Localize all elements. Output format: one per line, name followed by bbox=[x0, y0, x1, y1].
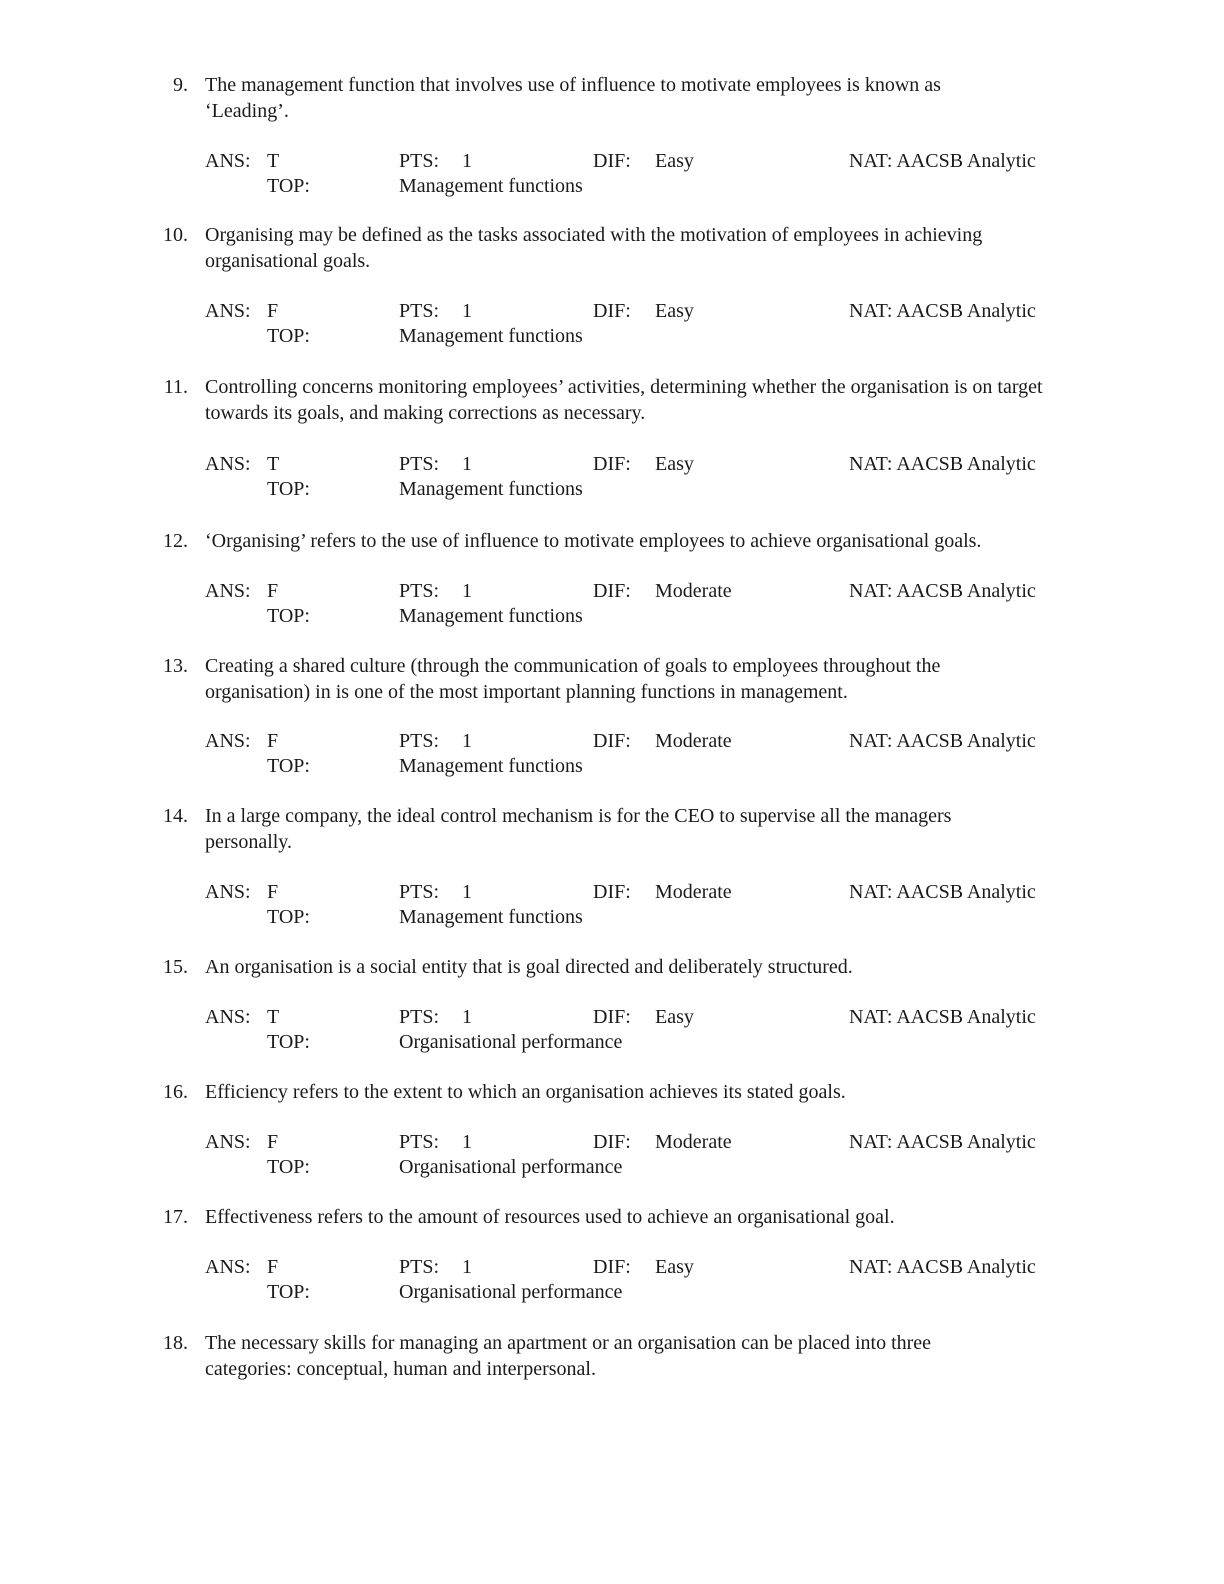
pts-value: 1 bbox=[462, 453, 472, 475]
pts-label: PTS: bbox=[399, 150, 440, 172]
ans-value: F bbox=[267, 1256, 279, 1278]
pts-value: 1 bbox=[462, 1131, 472, 1153]
top-value: Management functions bbox=[399, 478, 583, 500]
question-number: 10. bbox=[163, 224, 188, 246]
ans-label: ANS: bbox=[205, 150, 251, 172]
question-text: In a large company, the ideal control mechanism is for the CEO to supervise all the managers personally. bbox=[205, 805, 952, 853]
dif-label: DIF: bbox=[593, 881, 631, 903]
top-label: TOP: bbox=[267, 755, 310, 777]
top-label: TOP: bbox=[267, 1156, 310, 1178]
question-text: ‘Organising’ refers to the use of influence to motivate employees to achieve organisational goals. bbox=[205, 530, 982, 552]
pts-value: 1 bbox=[462, 580, 472, 602]
question-text: The necessary skills for managing an apartment or an organisation can be placed into three categories: conceptual, human and interpersonal. bbox=[205, 1332, 932, 1380]
dif-label: DIF: bbox=[593, 300, 631, 322]
ans-value: T bbox=[267, 150, 280, 172]
ans-label: ANS: bbox=[205, 1006, 251, 1028]
ans-label: ANS: bbox=[205, 1256, 251, 1278]
nat-value: NAT: AACSB Analytic bbox=[849, 881, 1036, 903]
ans-value: T bbox=[267, 1006, 280, 1028]
pts-value: 1 bbox=[462, 300, 472, 322]
dif-label: DIF: bbox=[593, 580, 631, 602]
top-value: Management functions bbox=[399, 325, 583, 347]
dif-value: Moderate bbox=[655, 730, 732, 752]
question-number: 17. bbox=[163, 1206, 188, 1228]
top-label: TOP: bbox=[267, 325, 310, 347]
nat-value: NAT: AACSB Analytic bbox=[849, 730, 1036, 752]
top-label: TOP: bbox=[267, 478, 310, 500]
nat-value: NAT: AACSB Analytic bbox=[849, 453, 1036, 475]
dif-value: Easy bbox=[655, 453, 694, 475]
nat-value: NAT: AACSB Analytic bbox=[849, 1006, 1036, 1028]
top-label: TOP: bbox=[267, 1281, 310, 1303]
nat-value: NAT: AACSB Analytic bbox=[849, 1131, 1036, 1153]
nat-value: NAT: AACSB Analytic bbox=[849, 1256, 1036, 1278]
dif-label: DIF: bbox=[593, 730, 631, 752]
dif-value: Easy bbox=[655, 1256, 694, 1278]
dif-label: DIF: bbox=[593, 453, 631, 475]
pts-label: PTS: bbox=[399, 300, 440, 322]
top-value: Organisational performance bbox=[399, 1156, 623, 1178]
nat-value: NAT: AACSB Analytic bbox=[849, 150, 1036, 172]
dif-value: Moderate bbox=[655, 1131, 732, 1153]
question-number: 12. bbox=[163, 530, 188, 552]
top-value: Organisational performance bbox=[399, 1031, 623, 1053]
ans-value: F bbox=[267, 580, 279, 602]
dif-label: DIF: bbox=[593, 1006, 631, 1028]
top-label: TOP: bbox=[267, 906, 310, 928]
question-number: 13. bbox=[163, 655, 188, 677]
top-value: Management functions bbox=[399, 605, 583, 627]
pts-label: PTS: bbox=[399, 580, 440, 602]
ans-value: F bbox=[267, 881, 279, 903]
pts-label: PTS: bbox=[399, 453, 440, 475]
dif-label: DIF: bbox=[593, 150, 631, 172]
question-text: Creating a shared culture (through the communication of goals to employees throughout the organisation) in is one of the most important planning functions in management. bbox=[205, 655, 941, 703]
dif-value: Easy bbox=[655, 150, 694, 172]
ans-value: F bbox=[267, 730, 279, 752]
pts-label: PTS: bbox=[399, 1256, 440, 1278]
pts-value: 1 bbox=[462, 881, 472, 903]
question-number: 14. bbox=[163, 805, 188, 827]
top-value: Management functions bbox=[399, 906, 583, 928]
question-text: Efficiency refers to the extent to which an organisation achieves its stated goals. bbox=[205, 1081, 846, 1103]
ans-value: F bbox=[267, 300, 279, 322]
top-label: TOP: bbox=[267, 175, 310, 197]
question-number: 9. bbox=[173, 74, 188, 96]
question-text: Organising may be defined as the tasks associated with the motivation of employees in achieving organisational goals. bbox=[205, 224, 983, 272]
nat-value: NAT: AACSB Analytic bbox=[849, 580, 1036, 602]
question-text: An organisation is a social entity that is goal directed and deliberately structured. bbox=[205, 956, 853, 978]
top-label: TOP: bbox=[267, 1031, 310, 1053]
nat-value: NAT: AACSB Analytic bbox=[849, 300, 1036, 322]
pts-value: 1 bbox=[462, 150, 472, 172]
question-number: 11. bbox=[163, 376, 188, 398]
pts-value: 1 bbox=[462, 1256, 472, 1278]
dif-label: DIF: bbox=[593, 1131, 631, 1153]
top-value: Organisational performance bbox=[399, 1281, 623, 1303]
dif-value: Easy bbox=[655, 300, 694, 322]
pts-label: PTS: bbox=[399, 881, 440, 903]
dif-value: Moderate bbox=[655, 580, 732, 602]
dif-value: Moderate bbox=[655, 881, 732, 903]
ans-label: ANS: bbox=[205, 580, 251, 602]
question-text: Controlling concerns monitoring employees’ activities, determining whether the organisation is on target towards its goals, and making corrections as necessary. bbox=[205, 376, 1043, 424]
pts-value: 1 bbox=[462, 1006, 472, 1028]
ans-label: ANS: bbox=[205, 453, 251, 475]
ans-label: ANS: bbox=[205, 300, 251, 322]
ans-label: ANS: bbox=[205, 881, 251, 903]
question-number: 15. bbox=[163, 956, 188, 978]
question-number: 16. bbox=[163, 1081, 188, 1103]
ans-value: F bbox=[267, 1131, 279, 1153]
question-text: The management function that involves use of influence to motivate employees is known as ‘Leading’. bbox=[205, 74, 941, 122]
dif-label: DIF: bbox=[593, 1256, 631, 1278]
top-value: Management functions bbox=[399, 755, 583, 777]
pts-label: PTS: bbox=[399, 1131, 440, 1153]
ans-label: ANS: bbox=[205, 730, 251, 752]
pts-value: 1 bbox=[462, 730, 472, 752]
pts-label: PTS: bbox=[399, 730, 440, 752]
dif-value: Easy bbox=[655, 1006, 694, 1028]
ans-label: ANS: bbox=[205, 1131, 251, 1153]
top-label: TOP: bbox=[267, 605, 310, 627]
top-value: Management functions bbox=[399, 175, 583, 197]
question-text: Effectiveness refers to the amount of resources used to achieve an organisational goal. bbox=[205, 1206, 895, 1228]
ans-value: T bbox=[267, 453, 280, 475]
pts-label: PTS: bbox=[399, 1006, 440, 1028]
question-number: 18. bbox=[163, 1332, 188, 1354]
